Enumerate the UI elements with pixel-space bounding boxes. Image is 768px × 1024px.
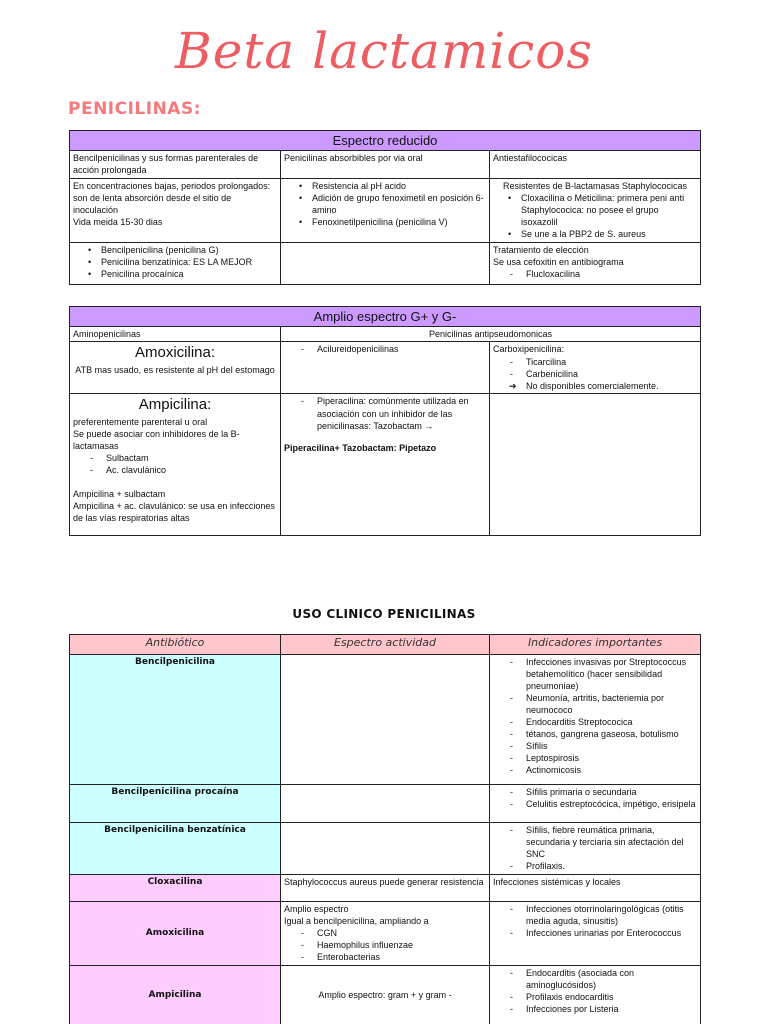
list-item: • Adición de grupo fenoximetil en posición 6-amino	[284, 192, 486, 216]
cell-bencil-types	[70, 242, 281, 284]
drug-ampicilina: Ampicilina	[70, 966, 281, 1024]
cell-empty	[490, 394, 701, 536]
table-header-amplio-espectro: Amplio espectro G+ y G-	[70, 307, 701, 327]
drug-bencilpenicilina-benzatinica: Bencilpenicilina benzatínica	[70, 823, 281, 875]
cell-oral-desc	[281, 178, 490, 242]
spectrum-cell: Staphylococcus aureus puede generar resistencia	[281, 875, 490, 902]
list-item: - Carbenicilina	[493, 368, 697, 380]
cell-ampicilina: Ampicilina: preferentemente parenteral u oral Se puede asociar con inhibidores de la B-lactamasas - Sulbactam - Ac. clavulánico Ampicilina + sulbactam Ampicilina + ac. clavulánico: se usa en infecciones de las vías respiratorias altas	[70, 394, 281, 536]
list-item: - Infecciones invasivas por Streptococcus betahemolítico (hacer sensibilidad pneumoniae)	[493, 656, 697, 692]
indications-cell	[490, 823, 701, 875]
oral-bullet-list	[284, 180, 486, 228]
list-item: - tétanos, gangrena gaseosa, botulismo	[493, 728, 697, 740]
drug-bencilpenicilina-procaina: Bencilpenicilina procaína	[70, 785, 281, 823]
drug-bencilpenicilina: Bencilpenicilina	[70, 655, 281, 785]
drug-amoxicilina: Amoxicilina	[70, 902, 281, 966]
col-label-antiestafilococicas: Antiestafilococicas	[490, 151, 701, 178]
list-item: ➔ No disponibles comercialemente.	[493, 380, 697, 392]
list-item: - Flucloxacilina	[493, 268, 697, 280]
cell-amoxicilina: Amoxicilina: ATB mas usado, es resistente al pH del estomago	[70, 342, 281, 394]
section-heading-penicilinas: PENICILINAS:	[68, 99, 202, 119]
spectrum-cell	[281, 655, 490, 785]
list-item: • Cloxacilina o Meticilina: primera peni anti Staphylococica: no posee el grupo isoxazolil	[493, 192, 697, 228]
pipetazo-label: Piperacilina+ Tazobactam: Pipetazo	[284, 442, 437, 453]
col-header-antibiotico: Antibiótico	[70, 635, 281, 655]
drug-cloxacilina: Cloxacilina	[70, 875, 281, 902]
antiestaf-bullet-list	[493, 192, 697, 240]
sub-label-aminopenicilinas: Aminopenicilinas	[70, 327, 281, 342]
list-item: - Neumonía, artritis, bacteriemia por neumococo	[493, 692, 697, 716]
list-item: - Enterobacterias	[284, 951, 486, 963]
cell-carboxipenicilina: Carboxipenicilina: - Ticarcilina - Carbenicilina ➔ No disponibles comercialemente.	[490, 342, 701, 394]
indications-cell	[490, 785, 701, 823]
list-item: - Sífilis, fiebre reumática primaria, secundaria y terciaria sin afectación del SNC	[493, 824, 697, 860]
indications-cell	[490, 655, 701, 785]
list-item: • Bencilpenicilina (penicilina G)	[73, 244, 277, 256]
bencil-bullet-list	[73, 244, 277, 280]
list-item: • Penicilina benzatínica: ES LA MEJOR	[73, 256, 277, 268]
list-item: • Fenoxinetilpenicilina (penicilina V)	[284, 216, 486, 228]
list-item: - Haemophilus influenzae	[284, 939, 486, 951]
list-item: - Endocarditis Streptococica	[493, 716, 697, 728]
list-item: - Celulitis estreptocócica, impétigo, erisipela	[493, 798, 697, 810]
list-item: - Infecciones urinarias por Enterococcus	[493, 927, 697, 939]
list-item: - Piperacilina: comúnmente utilizada en asociación con un inhibidor de las penicilinasas: Tazobactam →	[284, 395, 486, 431]
cell-acilureido	[281, 342, 490, 394]
cell-antiestaf-desc: Resistentes de B-lactamasas Staphylococicas • Cloxacilina o Meticilina: primera peni anti Staphylococica: no posee el grupo isoxazolil • Se une a la PBP2 de S. aureus	[490, 178, 701, 242]
list-item: - Ac. clavulánico	[73, 464, 277, 476]
list-item: - Ticarcilina	[493, 356, 697, 368]
sub-label-antipseudomonicas: Penicilinas antipseudomonicas	[281, 327, 701, 342]
indications-cell	[490, 902, 701, 966]
list-item: • Penicilina procaínica	[73, 268, 277, 280]
spectrum-cell: Amplio espectro Igual a bencilpenicilina, ampliando a - CGN - Haemophilus influenzae - Enterobacterias	[281, 902, 490, 966]
list-item: - Sífilis primaria o secundaria	[493, 786, 697, 798]
table-header-espectro-reducido: Espectro reducido	[70, 131, 701, 151]
spectrum-cell	[281, 785, 490, 823]
list-item: - Sífilis	[493, 740, 697, 752]
col-header-espectro: Espectro actividad	[281, 635, 490, 655]
list-item: - CGN	[284, 927, 486, 939]
table-uso-clinico	[69, 634, 701, 1024]
list-item: - Actinomicosis	[493, 764, 697, 776]
list-item: • Resistencia al pH acido	[284, 180, 486, 192]
list-item: - Profilaxis endocarditis	[493, 991, 697, 1003]
indications-cell: Infecciones sistémicas y locales	[490, 875, 701, 902]
list-item: - Sulbactam	[73, 452, 277, 464]
cell-tratamiento: Tratamiento de elección Se usa cefoxitin en antibiograma - Flucloxacilina	[490, 242, 701, 284]
list-item: - Profilaxis.	[493, 860, 697, 872]
amoxicilina-title: Amoxicilina:	[134, 344, 216, 362]
col-header-indicadores: Indicadores importantes	[490, 635, 701, 655]
list-item: - Leptospirosis	[493, 752, 697, 764]
cell-bencil-desc: En concentraciones bajas, periodos prolongados: son de lenta absorción desde el sitio de inoculación Vida meida 15-30 dias	[70, 178, 281, 242]
section-heading-uso-clinico: USO CLINICO PENICILINAS	[292, 607, 476, 621]
table-espectro-reducido	[69, 130, 701, 285]
cell-piperacilina	[281, 394, 490, 536]
cell-empty	[281, 242, 490, 284]
col-label-bencilpenicilinas: Bencilpenicilinas y sus formas parenterales de acción prolongada	[70, 151, 281, 178]
list-item: - Infecciones otorrinolaringológicas (otitis media aguda, sinusitis)	[493, 903, 697, 927]
spectrum-cell	[281, 823, 490, 875]
list-item: - Endocarditis (asociada con aminoglucósidos)	[493, 967, 697, 991]
list-item: • Se une a la PBP2 de S. aureus	[493, 228, 697, 240]
spectrum-cell: Amplio espectro: gram + y gram -	[281, 966, 490, 1024]
indications-cell	[490, 966, 701, 1024]
table-amplio-espectro	[69, 306, 701, 536]
ampicilina-title: Ampicilina:	[138, 396, 212, 414]
list-item: - Infecciones por Listeria	[493, 1003, 697, 1015]
col-label-orales: Penicilinas absorbibles por via oral	[281, 151, 490, 178]
list-item: - Acilureidopenicilinas	[284, 343, 486, 355]
page-title: Beta lactamicos	[174, 22, 593, 80]
